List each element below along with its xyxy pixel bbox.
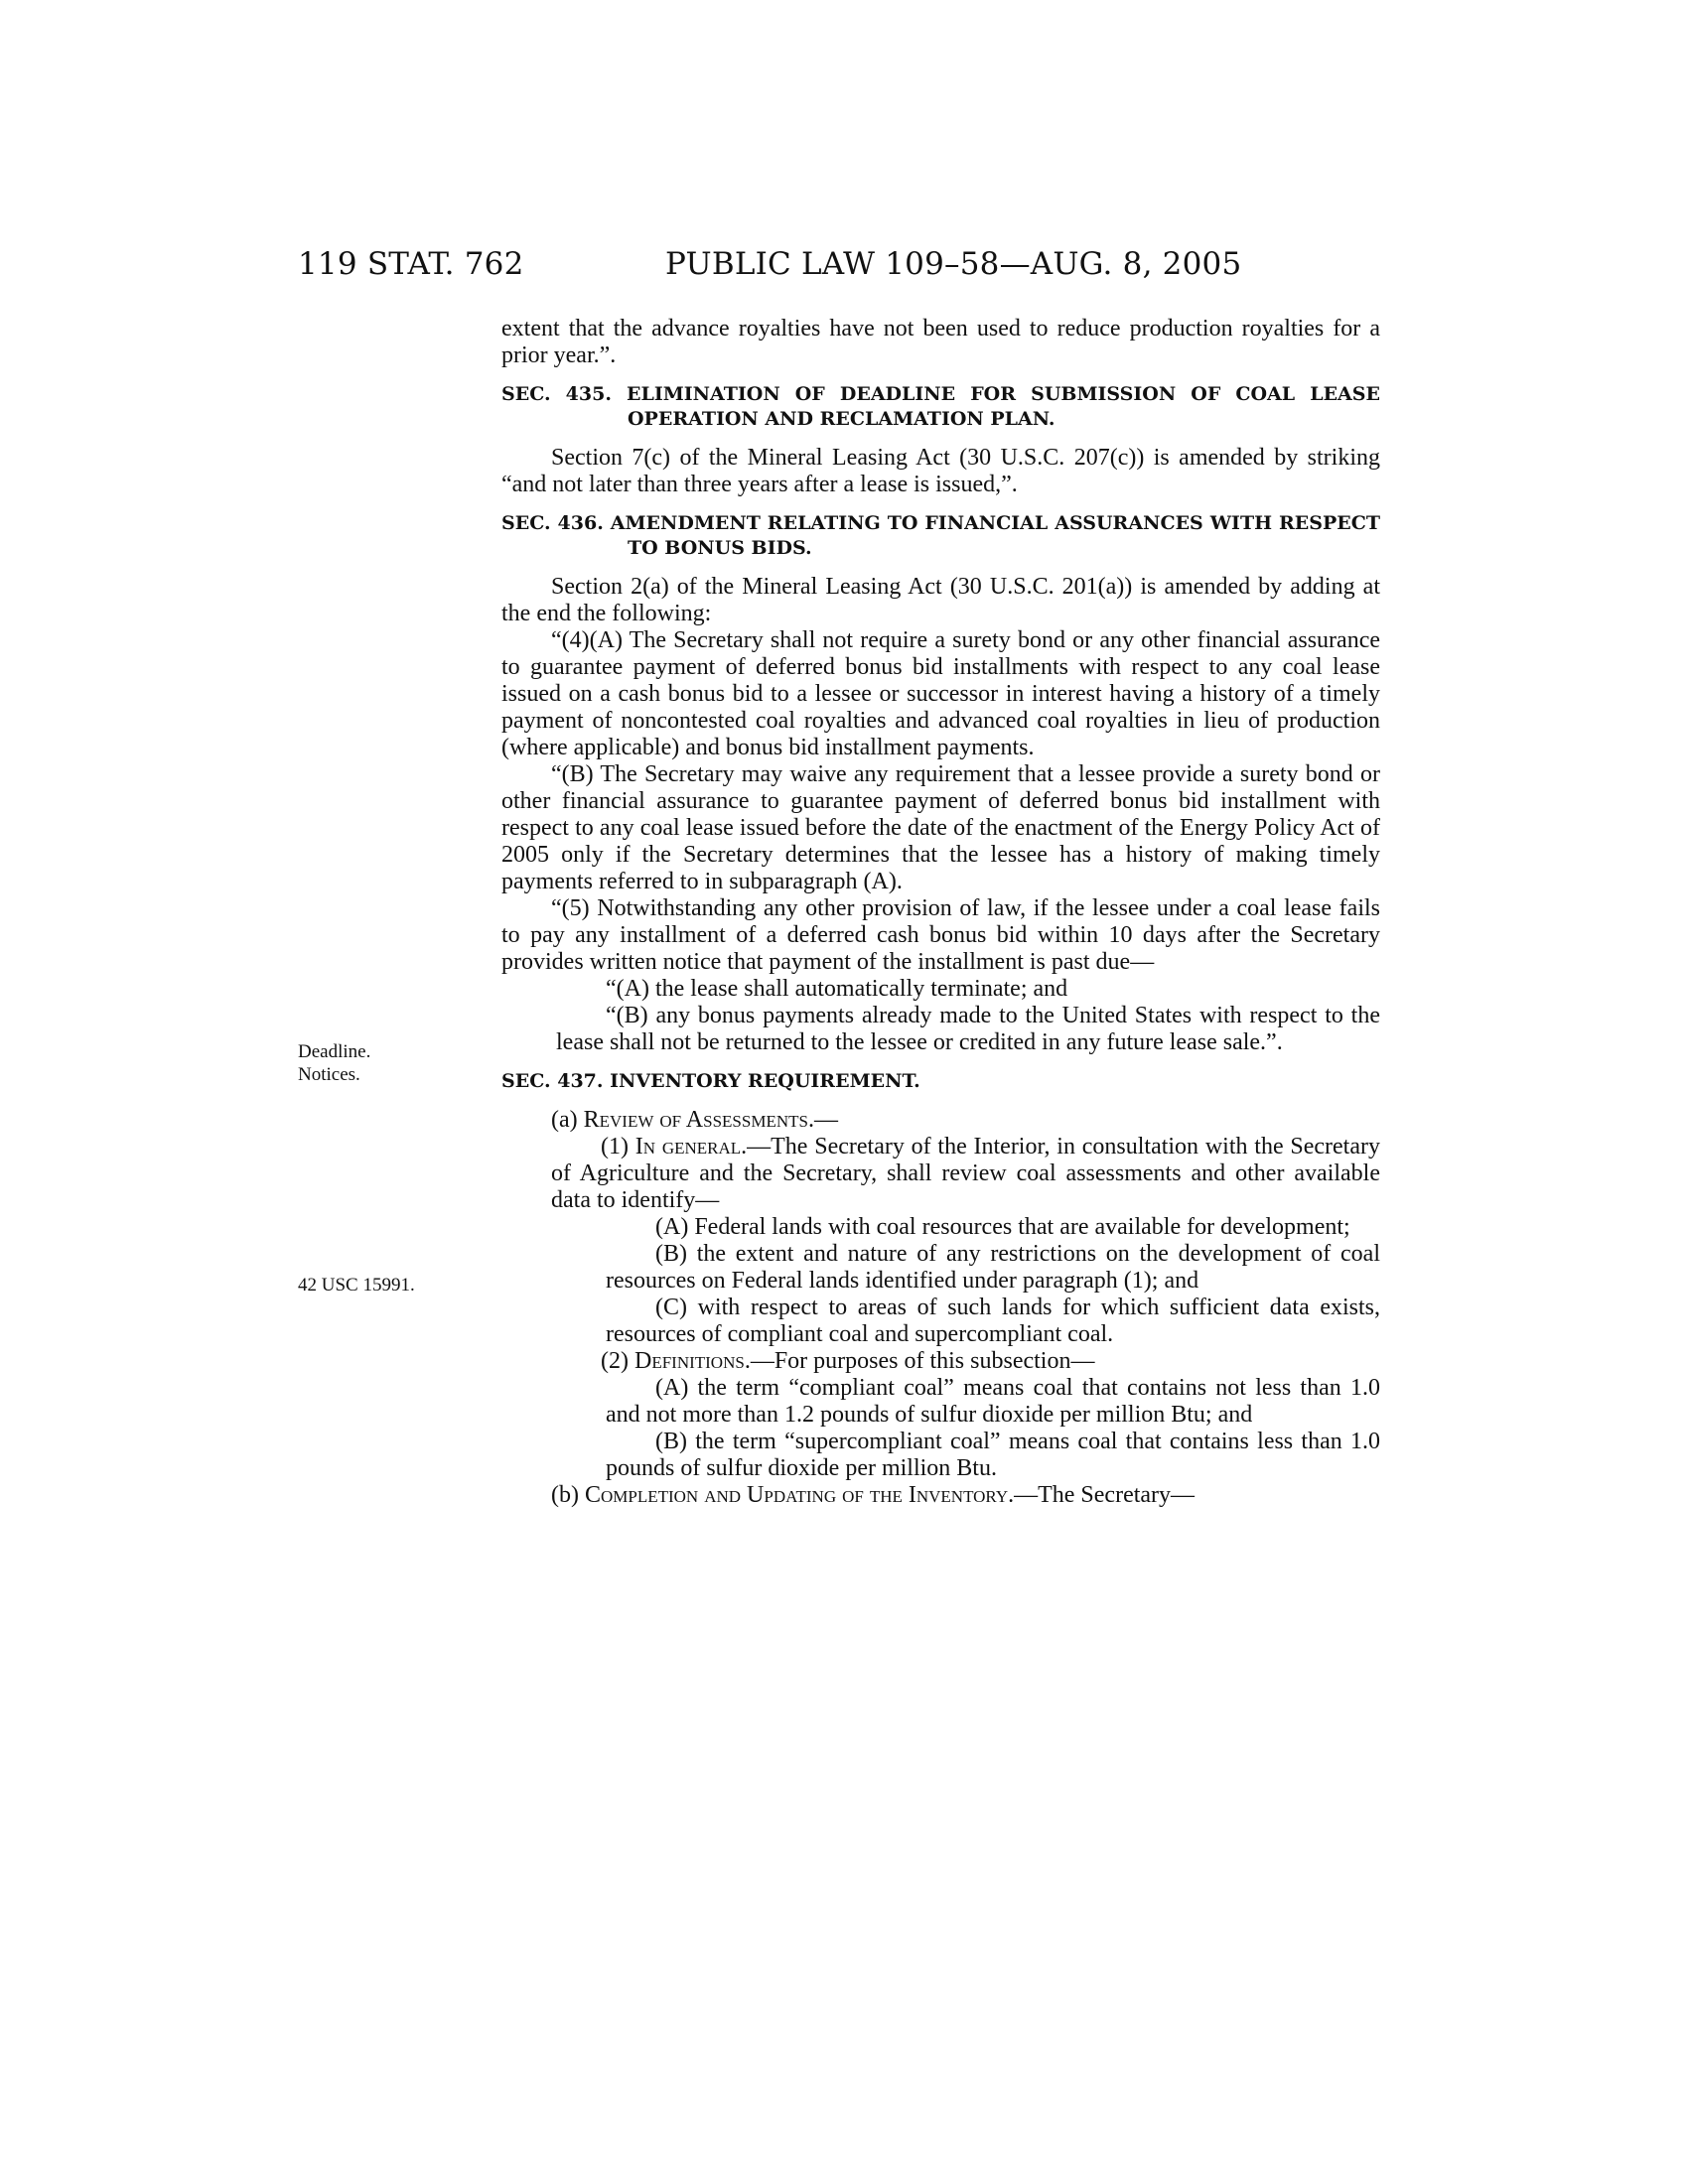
- subsection-b-label: (b): [551, 1482, 585, 1508]
- subsection-a-dash: .—: [807, 1107, 838, 1133]
- section-437-para-a1c: (C) with respect to areas of such lands for which sufficient data exists, resources of compliant coal and supercompliant coal.: [606, 1295, 1380, 1347]
- section-436-para-4b: “(B) The Secretary may waive any requirement that a lessee provide a surety bond or other financial assurance to guarantee payment of deferred bonus bid installment with respect to any coal lease issued before the date of the enactment of the Energy Policy Act of 2005 only if the Secretary determines that the lessee has a history of making timely payments referred to in subparagraph (A).: [501, 761, 1380, 894]
- para-a1-label: (1): [601, 1134, 635, 1160]
- para-a2-text: .—For purposes of this subsection—: [744, 1348, 1095, 1374]
- section-436-para-5: “(5) Notwithstanding any other provision of law, if the lessee under a coal lease fails to pay any installment of a deferred cash bonus bid within 10 days after the Secretary provides written notice that payment of the installment is past due—: [501, 895, 1380, 975]
- section-437-para-a1: [551, 1134, 1380, 1214]
- section-436-para-4a: “(4)(A) The Secretary shall not require a surety bond or any other financial assurance to guarantee payment of deferred bonus bid installments with respect to any coal lease issued on a cash bonus bid to a lessee or successor in interest having a history of a timely payment of noncontested coal royalties and advanced coal royalties in lieu of production (where applicable) and bonus bid installment payments.: [501, 627, 1380, 760]
- section-437-para-a2b: (B) the term “supercompliant coal” means coal that contains less than 1.0 pounds of sulfur dioxide per million Btu.: [606, 1429, 1380, 1481]
- section-436-para-5b: “(B) any bonus payments already made to the United States with respect to the lease shall not be returned to the lessee or credited in any future lease sale.”.: [556, 1003, 1380, 1055]
- subsection-b-title: Completion and Updating of the Inventory: [584, 1482, 1009, 1508]
- section-436-heading: SEC. 436. AMENDMENT RELATING TO FINANCIAL ASSURANCES WITH RESPECT TO BONUS BIDS.: [501, 512, 1380, 559]
- section-437-heading: SEC. 437. INVENTORY REQUIREMENT.: [501, 1070, 920, 1092]
- margin-note-deadline-notices: [298, 1040, 370, 1086]
- section-437-subsection-b: [501, 1482, 1380, 1509]
- section-435-heading: SEC. 435. ELIMINATION OF DEADLINE FOR SUBMISSION OF COAL LEASE OPERATION AND RECLAMATION PLAN.: [501, 383, 1380, 430]
- margin-note-notices: Notices.: [298, 1064, 360, 1085]
- section-437-para-a2: [551, 1348, 1380, 1375]
- section-437-subsection-a: [501, 1107, 1380, 1134]
- para-a1-text: .—The Secretary of the Interior, in consultation with the Secretary of Agriculture and the Secretary, shall review coal assessments and other available data to identify—: [551, 1134, 1380, 1213]
- section-437-para-a1b: (B) the extent and nature of any restrictions on the development of coal resources on Federal lands identified under paragraph (1); and: [606, 1241, 1380, 1294]
- section-437-para-a1a: (A) Federal lands with coal resources that are available for development;: [655, 1214, 1350, 1240]
- continuation-paragraph: extent that the advance royalties have not been used to reduce production royalties for a prior year.”.: [501, 316, 1380, 368]
- para-a2-title: Definitions: [633, 1348, 745, 1374]
- section-436-para-5a: “(A) the lease shall automatically terminate; and: [606, 976, 1068, 1002]
- subsection-a-label: (a): [551, 1107, 584, 1133]
- running-header-public-law: PUBLIC LAW 109–58—AUG. 8, 2005: [665, 246, 1242, 282]
- margin-note-usc-citation: 42 USC 15991.: [298, 1275, 415, 1296]
- subsection-b-text: .—The Secretary—: [1008, 1482, 1196, 1508]
- section-436-intro: Section 2(a) of the Mineral Leasing Act (30 U.S.C. 201(a)) is amended by adding at the end the following:: [501, 574, 1380, 626]
- page-stat-reference: 119 STAT. 762: [298, 246, 524, 282]
- subsection-a-title: Review of Assessments: [583, 1107, 808, 1133]
- statute-body: [501, 316, 1380, 1509]
- section-435-text: Section 7(c) of the Mineral Leasing Act (30 U.S.C. 207(c)) is amended by striking “and not later than three years after a lease is issued,”.: [501, 445, 1380, 497]
- para-a1-title: In general: [634, 1134, 742, 1160]
- margin-note-deadline: Deadline.: [298, 1041, 371, 1062]
- section-437-para-a2a: (A) the term “compliant coal” means coal that contains not less than 1.0 and not more than 1.2 pounds of sulfur dioxide per million Btu; and: [606, 1375, 1380, 1428]
- para-a2-label: (2): [601, 1348, 634, 1374]
